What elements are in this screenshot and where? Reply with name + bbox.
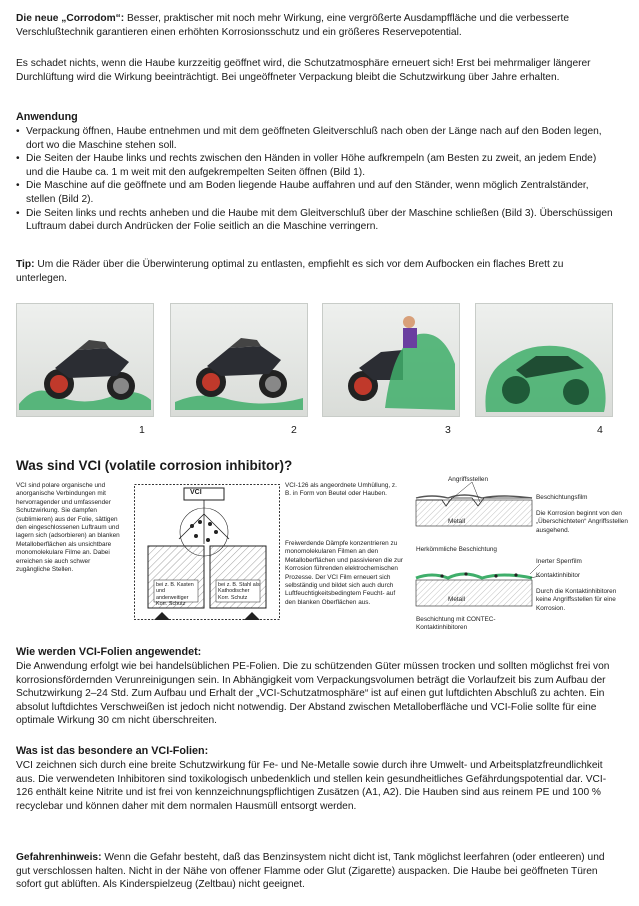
list-item: • Verpackung öffnen, Haube entnehmen und mit dem geöffneten Gleitverschluß nach oben der Länge nach auf den Boden legen, dort wo die Maschine stehen soll.: [26, 125, 614, 152]
list-item: • Die Seiten links und rechts anheben und die Haube mit dem Gleitverschluß über der Maschine schließen (Bild 3). Überschüssigen Luftraum dabei durch Andrücken der Folie seitlich an die Maschine verringern.: [26, 207, 614, 234]
diagram-box-right: bei z. B. Stahl als Kathodischer Korr. Schutz: [218, 582, 260, 601]
besondere-heading: Was ist das besondere an VCI-Folien:: [16, 745, 209, 757]
photo-4: [475, 303, 613, 417]
intro-lead: Die neue „Corrodom“:: [16, 13, 125, 24]
gefahr-text: Wenn die Gefahr besteht, daß das Benzinsystem nicht dicht ist, Tank möglichst leerfahren (oder entleeren) und gut verschlossen halten. Nicht in der Nähe von offener Flamme oder Glut (Zigarette) auspacken. Die Haube bei geöffneten Türen sofort gut ablüften. Als Kinderspielzeug (Zeltbau) nicht geeignet.: [16, 852, 605, 891]
photo-number: 4: [597, 424, 603, 436]
photo-number: 3: [445, 424, 451, 436]
photo-3: [322, 303, 460, 417]
label-angriffsstellen: Angriffsstellen: [448, 476, 489, 483]
vci-title: Was sind VCI (volatile corrosion inhibitor)?: [16, 458, 293, 473]
label-kontaktinhibitor: Kontaktinhibitor: [536, 572, 581, 579]
intro-paragraph: [16, 12, 614, 39]
vci-diagram: [134, 484, 280, 624]
motorcycle-photo-icon: [17, 304, 153, 416]
diagram-box-left: bei z. B. Kasten und anderweitiger Korr. Schutz: [156, 582, 194, 608]
desc-kontakt: Durch die Kontaktinhibitoren keine Angriffsstellen für eine Korrosion.: [536, 588, 617, 612]
list-item: • Die Seiten der Haube links und rechts zwischen den Händen in voller Höhe aufkrempeln (am Besten zu zweit, an jedem Ende) und die Haube ca. 1 m weit mit den aufgekrempelten Seiten öffnen (Bild 1).: [26, 152, 614, 179]
coating-diagram: [412, 476, 632, 636]
anwendung-heading: Anwendung: [16, 111, 78, 123]
label-metall-2: Metall: [448, 596, 466, 603]
photo-1: [16, 303, 154, 417]
photo-number: 1: [139, 424, 145, 436]
person-figure-icon: [403, 316, 415, 328]
besondere-text: VCI zeichnen sich durch eine breite Schutzwirkung für Fe- und Ne-Metalle sowie durch ihre Umwelt- und Arbeitsplatzfreundlichkeit aus. Die verwendeten Inhibitoren sind toxikologisch unbedenklich und stellen kein gesundheitliches Gefährdungspotential dar. VCI-126 enthält keine Nitrite und ist frei von kennzeichnungspflichtigen Zusätzen (A1, A2). Die Hauben sind aus reinem PE und 100 % recyclebar und können daher mit dem normalen Hausmüll entsorgt werden.: [16, 760, 607, 812]
label-herkoemmlich: Herkömmliche Beschichtung: [416, 546, 497, 553]
anwendung-list: [16, 125, 614, 234]
tip-text: Um die Räder über die Überwinterung optimal zu entlasten, empfiehlt es sich vor dem Aufbocken ein flaches Brett zu unterlegen.: [16, 259, 564, 284]
label-contec: Beschichtung mit CONTEC-Kontaktinhibitoren: [416, 616, 496, 632]
angewendet-text: Die Anwendung erfolgt wie bei handelsüblichen PE-Folien. Die zu schützenden Güter müssen trocken und sollten möglichst frei von korrosionsfördernden Verunreinigungen sein. In Abhängigkeit vom Verpackungsvolumen beträgt die Vorlaufzeit bis zum Aufbau der Schutzwirkung 2–24 Std. Zum Aufbau und Erhalt der „VCI-Schutzatmosphäre“ ist auf einen gut luftdichten Abschluß zu achten. Ein absolut luftdichtes Verschweißen ist jedoch nicht notwendig. Der Abstand zwischen Metalloberfläche und VCI-Folie sollte für eine optimale Wirkung 30 cm nicht überschreiten.: [16, 661, 610, 727]
motorcycle-photo-icon: [171, 304, 307, 416]
desc-korrosion: Die Korrosion beginnt von den „Überschichteten“ Angriffsstellen ausgehend.: [536, 510, 628, 534]
motorcycle-photo-icon: [476, 304, 612, 416]
vci-col1: VCI sind polare organische und anorganische Verbindungen mit hervorragender und umfassender Schutzwirkung. Sie dampfen (sublimieren) aus der Folie, sättigen den eingeschlossenen Luftraum und lagern sich (adsorbieren) an blanken Metalloberflächen als unsichtbare monomolekulare Filme an. Dabei erreichen sie auch schwer zugängliche Stellen.: [16, 482, 120, 574]
diagram-vci-label: VCI: [190, 489, 202, 496]
anwendung-list-wrap: [16, 125, 614, 234]
label-beschichtungsfilm: Beschichtungsfilm: [536, 494, 588, 501]
list-item: • Die Maschine auf die geöffnete und am Boden liegende Haube auffahren und auf den Ständer, wenn möglich Zentralständer, stellen (Bild 2).: [26, 179, 614, 206]
gefahr-paragraph: [16, 851, 614, 892]
intro-text: Besser, praktischer mit noch mehr Wirkung, eine vergrößerte Ausdampffläche und die verbesserte Verschlußtechnik garantieren einen erhöhten Korrosionsschutz und ein größeres Reservepotential.: [16, 13, 569, 38]
angewendet-heading: Wie werden VCI-Folien angewendet:: [16, 646, 202, 658]
label-sperrfilm: Inerter Sperrfilm: [536, 558, 582, 565]
tip-paragraph: [16, 258, 614, 285]
photo-2: [170, 303, 308, 417]
label-metall: Metall: [448, 518, 466, 525]
vci-col2a: VCI-126 als angeordnete Umhüllung, z. B. in Form von Beutel oder Hauben.: [285, 482, 397, 498]
gefahr-label: Gefahrenhinweis:: [16, 852, 102, 863]
intro-paragraph-2: Es schadet nichts, wenn die Haube kurzzeitig geöffnet wird, die Schutzatmosphäre erneuert sich! Erst bei mehrmaliger längerer Durchlüftung wird die Wirkung beeinträchtigt. Bei ungeöffneter Verpackung bleibt die Schutzwirkung über Jahre erhalten.: [16, 58, 591, 83]
vci-col2b: Freiwerdende Dämpfe konzentrieren zu monomolekularen Filmen an den Metalloberflächen und passivieren die zur Korrosion führenden elektrochemischen Prozesse. Der VCI Film erneuert sich selbständig und bildet sich auch durch Luftfeuchtigkeitsbedingtem Feucht- auf den blanken Oberflächen aus.: [285, 540, 403, 606]
motorcycle-photo-icon: [323, 304, 459, 416]
photo-number: 2: [291, 424, 297, 436]
tip-label: Tip:: [16, 259, 35, 270]
